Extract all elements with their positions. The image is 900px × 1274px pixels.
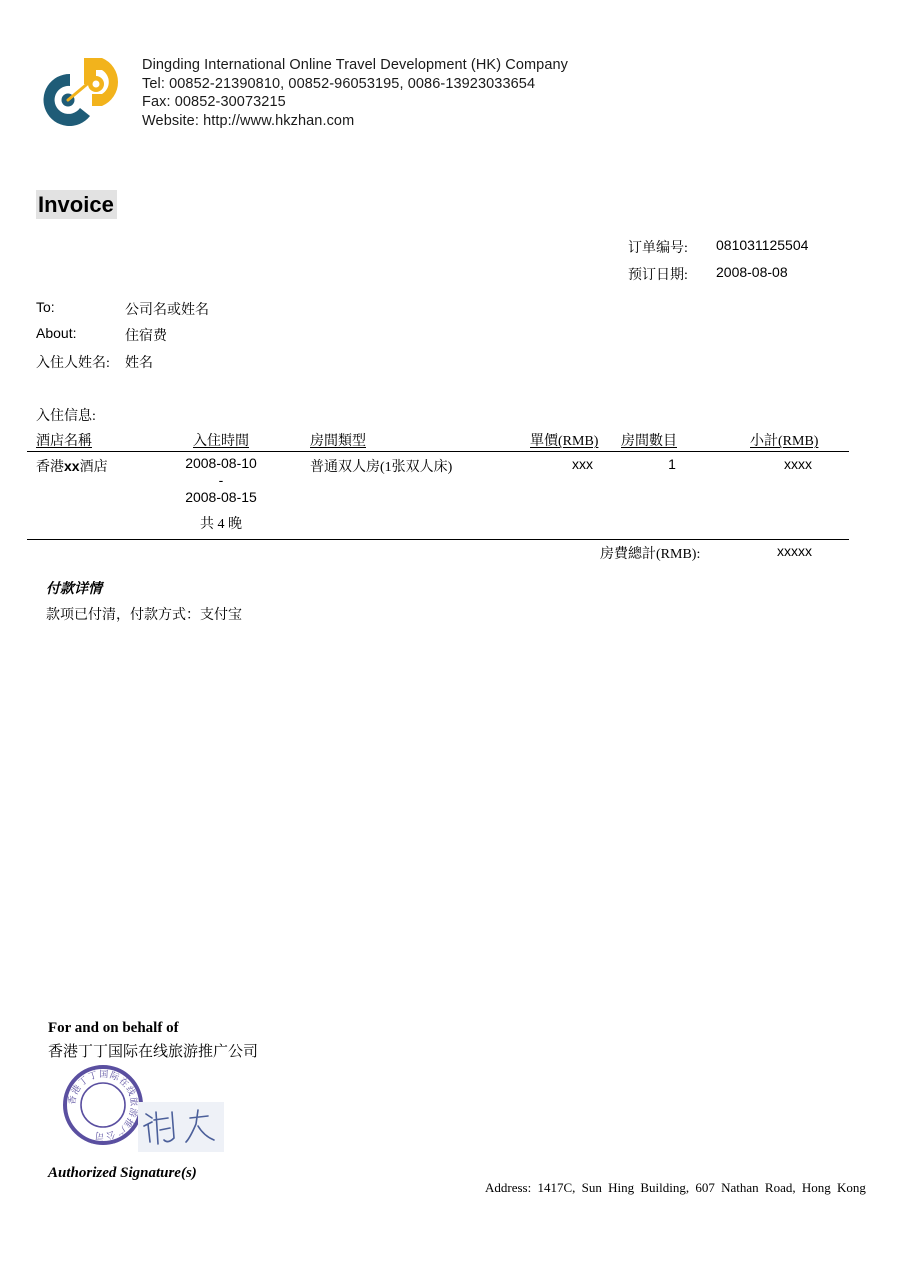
total-value: xxxxx <box>777 543 812 559</box>
about-label: About: <box>36 325 77 341</box>
table-bottom-rule <box>27 539 849 540</box>
col-checkin-time: 入住時間 <box>193 434 249 449</box>
svg-text:香港丁丁国际在线旅游推广公司: 香港丁丁国际在线旅游推广公司 <box>67 1069 139 1141</box>
col-room-type: 房間類型 <box>310 434 366 449</box>
company-logo <box>36 54 132 134</box>
invoice-title: Invoice <box>36 190 117 219</box>
payment-heading: 付款详情 <box>46 582 102 597</box>
table-top-rule <box>27 451 849 452</box>
company-website[interactable]: Website: http://www.hkzhan.com <box>142 112 355 129</box>
col-room-count: 房間數目 <box>621 434 677 449</box>
subtotal-cell: xxxx <box>784 456 812 472</box>
handwritten-signature <box>138 1102 224 1152</box>
company-name: Dingding International Online Travel Development (HK) Company <box>142 57 569 73</box>
date-dash: - <box>218 472 224 488</box>
authorized-signature-label: Authorized Signature(s) <box>48 1165 197 1181</box>
behalf-label: For and on behalf of <box>48 1020 179 1036</box>
total-label: 房費總計(RMB): <box>600 547 701 562</box>
room-type-cell: 普通双人房(1张双人床) <box>310 460 453 475</box>
checkout-date: 2008-08-15 <box>185 489 257 505</box>
order-number-label: 订单编号: <box>628 241 688 256</box>
order-date-label: 预订日期: <box>628 268 688 283</box>
company-fax: Fax: 00852-30073215 <box>142 94 286 110</box>
about-value: 住宿费 <box>125 329 167 344</box>
payment-text: 款项已付清，付款方式：支付宝 <box>46 608 242 623</box>
guest-value: 姓名 <box>125 356 153 371</box>
company-header <box>142 56 568 130</box>
room-count-cell: 1 <box>668 456 676 472</box>
hotel-name-cell <box>36 456 108 476</box>
company-seal-stamp <box>62 1064 144 1146</box>
to-label: To: <box>36 299 55 315</box>
guest-label: 入住人姓名: <box>36 356 110 371</box>
hotel-name-prefix: 香港 <box>36 460 64 475</box>
hotel-name-bold: xx <box>64 458 80 474</box>
checkin-date: 2008-08-10 <box>185 455 257 471</box>
hotel-name-suffix: 酒店 <box>79 460 108 475</box>
col-subtotal: 小計(RMB) <box>750 434 819 449</box>
to-value: 公司名或姓名 <box>125 303 209 318</box>
company-chinese-name: 香港丁丁国际在线旅游推广公司 <box>48 1044 259 1060</box>
company-address: Address: 1417C, Sun Hing Building, 607 Nathan Road, Hong Kong <box>485 1180 866 1195</box>
company-tel: Tel: 00852-21390810, 00852-96053195, 0086-13923033654 <box>142 75 536 92</box>
stay-section-label: 入住信息: <box>36 409 96 424</box>
stay-dates-cell <box>170 455 272 533</box>
col-unit-price: 單價(RMB) <box>530 434 599 449</box>
col-hotel-name: 酒店名稱 <box>36 434 92 449</box>
order-number: 081031125504 <box>716 237 809 253</box>
order-date: 2008-08-08 <box>716 264 788 280</box>
unit-price-cell: xxx <box>572 456 593 472</box>
nights-count: 共 4 晚 <box>200 517 242 532</box>
